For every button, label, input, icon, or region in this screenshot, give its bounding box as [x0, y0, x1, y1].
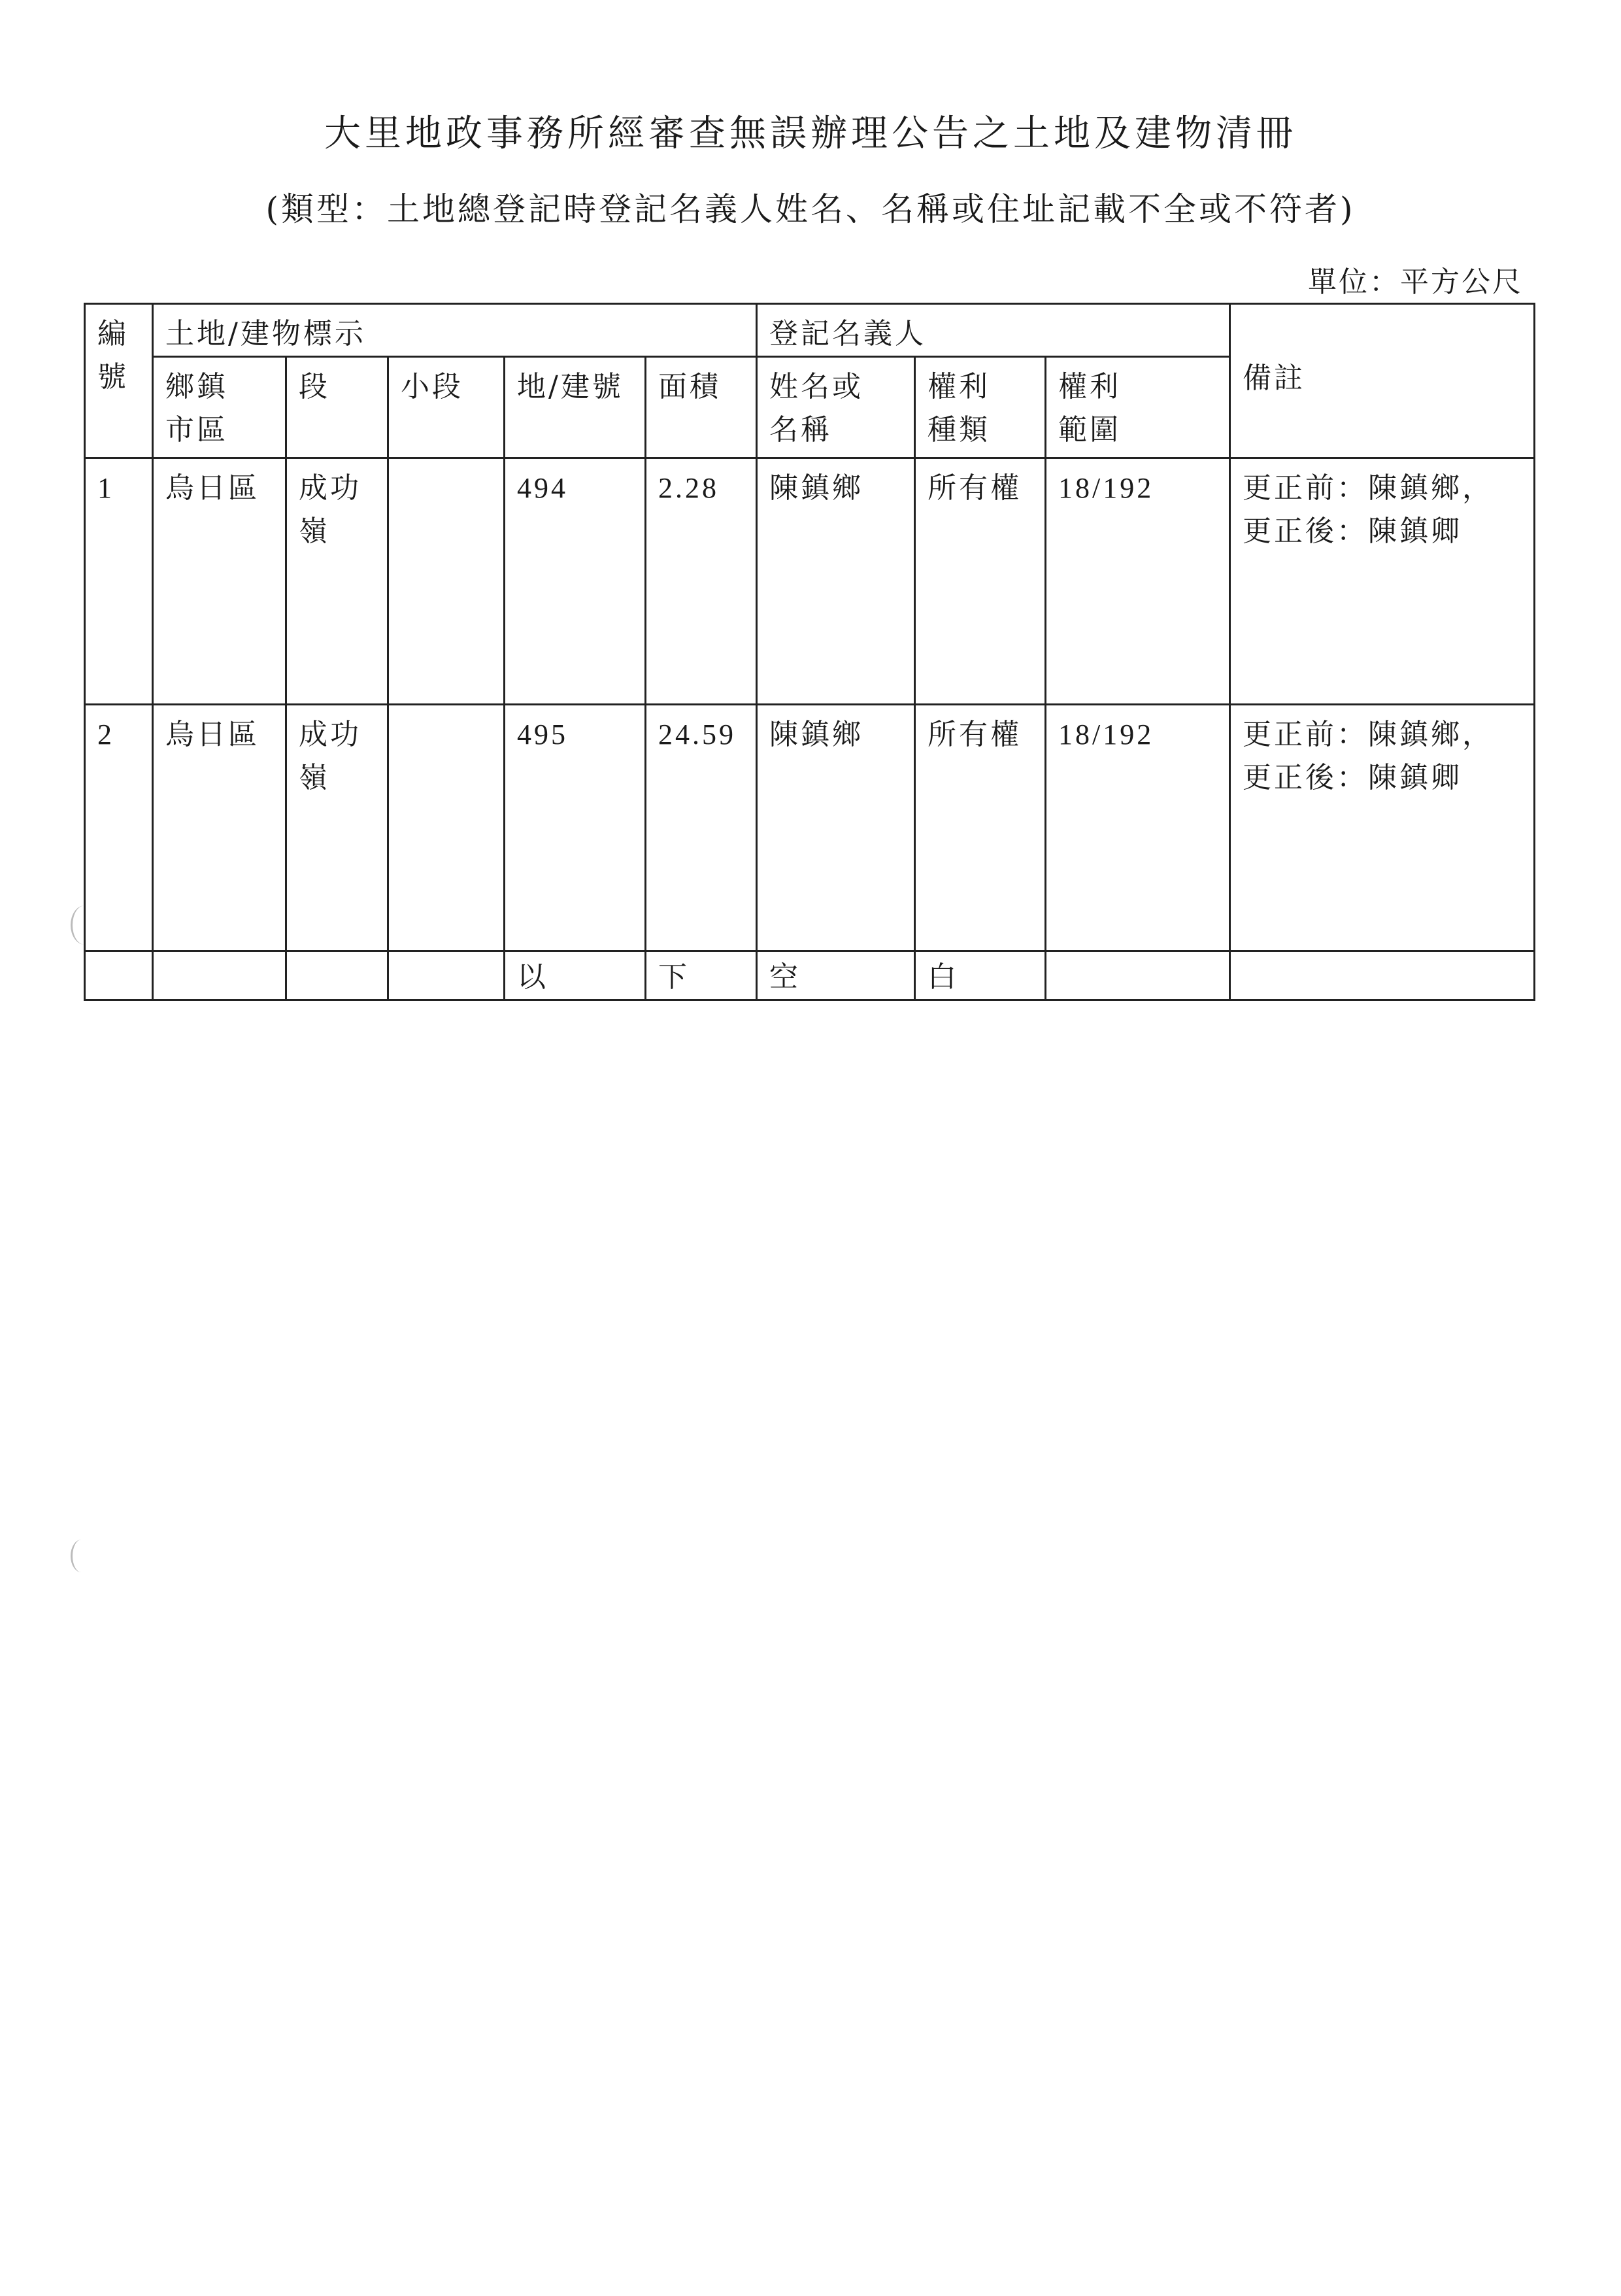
header-right-scope: 權利 範圍: [1046, 357, 1230, 458]
row-district: 烏日區: [153, 458, 286, 705]
blank-marker-row: [85, 951, 1535, 1000]
row-section: 成功 嶺: [286, 458, 388, 705]
row-number: 1: [85, 458, 153, 705]
document-subtitle: (類型：土地總登記時登記名義人姓名、名稱或住址記載不全或不符者): [265, 190, 1356, 228]
header-area: 面積: [646, 357, 757, 458]
row-area: 24.59: [646, 705, 757, 951]
header-number: 編 號: [85, 304, 153, 458]
row-district: 烏日區: [153, 705, 286, 951]
row-subsection: [388, 458, 505, 705]
row-right-type: 所有權: [915, 458, 1046, 705]
header-right-type: 權利 種類: [915, 357, 1046, 458]
blank-marker-char: 以: [505, 951, 646, 1000]
blank-marker-char: 下: [646, 951, 757, 1000]
row-subsection: [388, 705, 505, 951]
punch-hole-mark: [71, 1540, 92, 1572]
row-right-scope: 18/192: [1046, 458, 1230, 705]
row-right-scope: 18/192: [1046, 705, 1230, 951]
document-title: 大里地政事務所經審查無誤辦理公告之土地及建物清冊: [324, 112, 1297, 155]
land-building-register-table: [84, 303, 1535, 1001]
blank-marker-char: 空: [757, 951, 915, 1000]
row-lot-number: 495: [505, 705, 646, 951]
header-owner-group: 登記名義人: [757, 304, 1230, 357]
blank-marker-char: 白: [915, 951, 1046, 1000]
header-remarks: 備註: [1230, 304, 1535, 458]
header-owner-name: 姓名或 名稱: [757, 357, 915, 458]
unit-label: 單位：平方公尺: [1308, 265, 1523, 299]
row-area: 2.28: [646, 458, 757, 705]
table-row: [85, 705, 1535, 951]
row-owner-name: 陳鎮鄉: [757, 705, 915, 951]
row-number: 2: [85, 705, 153, 951]
row-remarks: 更正前：陳鎮鄉， 更正後：陳鎮卿: [1230, 458, 1535, 705]
header-district: 鄉鎮 市區: [153, 357, 286, 458]
header-land-building-label: 土地/建物標示: [153, 304, 757, 357]
row-section: 成功 嶺: [286, 705, 388, 951]
row-right-type: 所有權: [915, 705, 1046, 951]
row-remarks: 更正前：陳鎮鄉， 更正後：陳鎮卿: [1230, 705, 1535, 951]
table-row: [85, 458, 1535, 705]
row-owner-name: 陳鎮鄉: [757, 458, 915, 705]
header-subsection: 小段: [388, 357, 505, 458]
punch-hole-mark: [71, 905, 99, 945]
row-lot-number: 494: [505, 458, 646, 705]
header-group-row: [85, 304, 1535, 357]
header-lot-number: 地/建號: [505, 357, 646, 458]
header-section: 段: [286, 357, 388, 458]
